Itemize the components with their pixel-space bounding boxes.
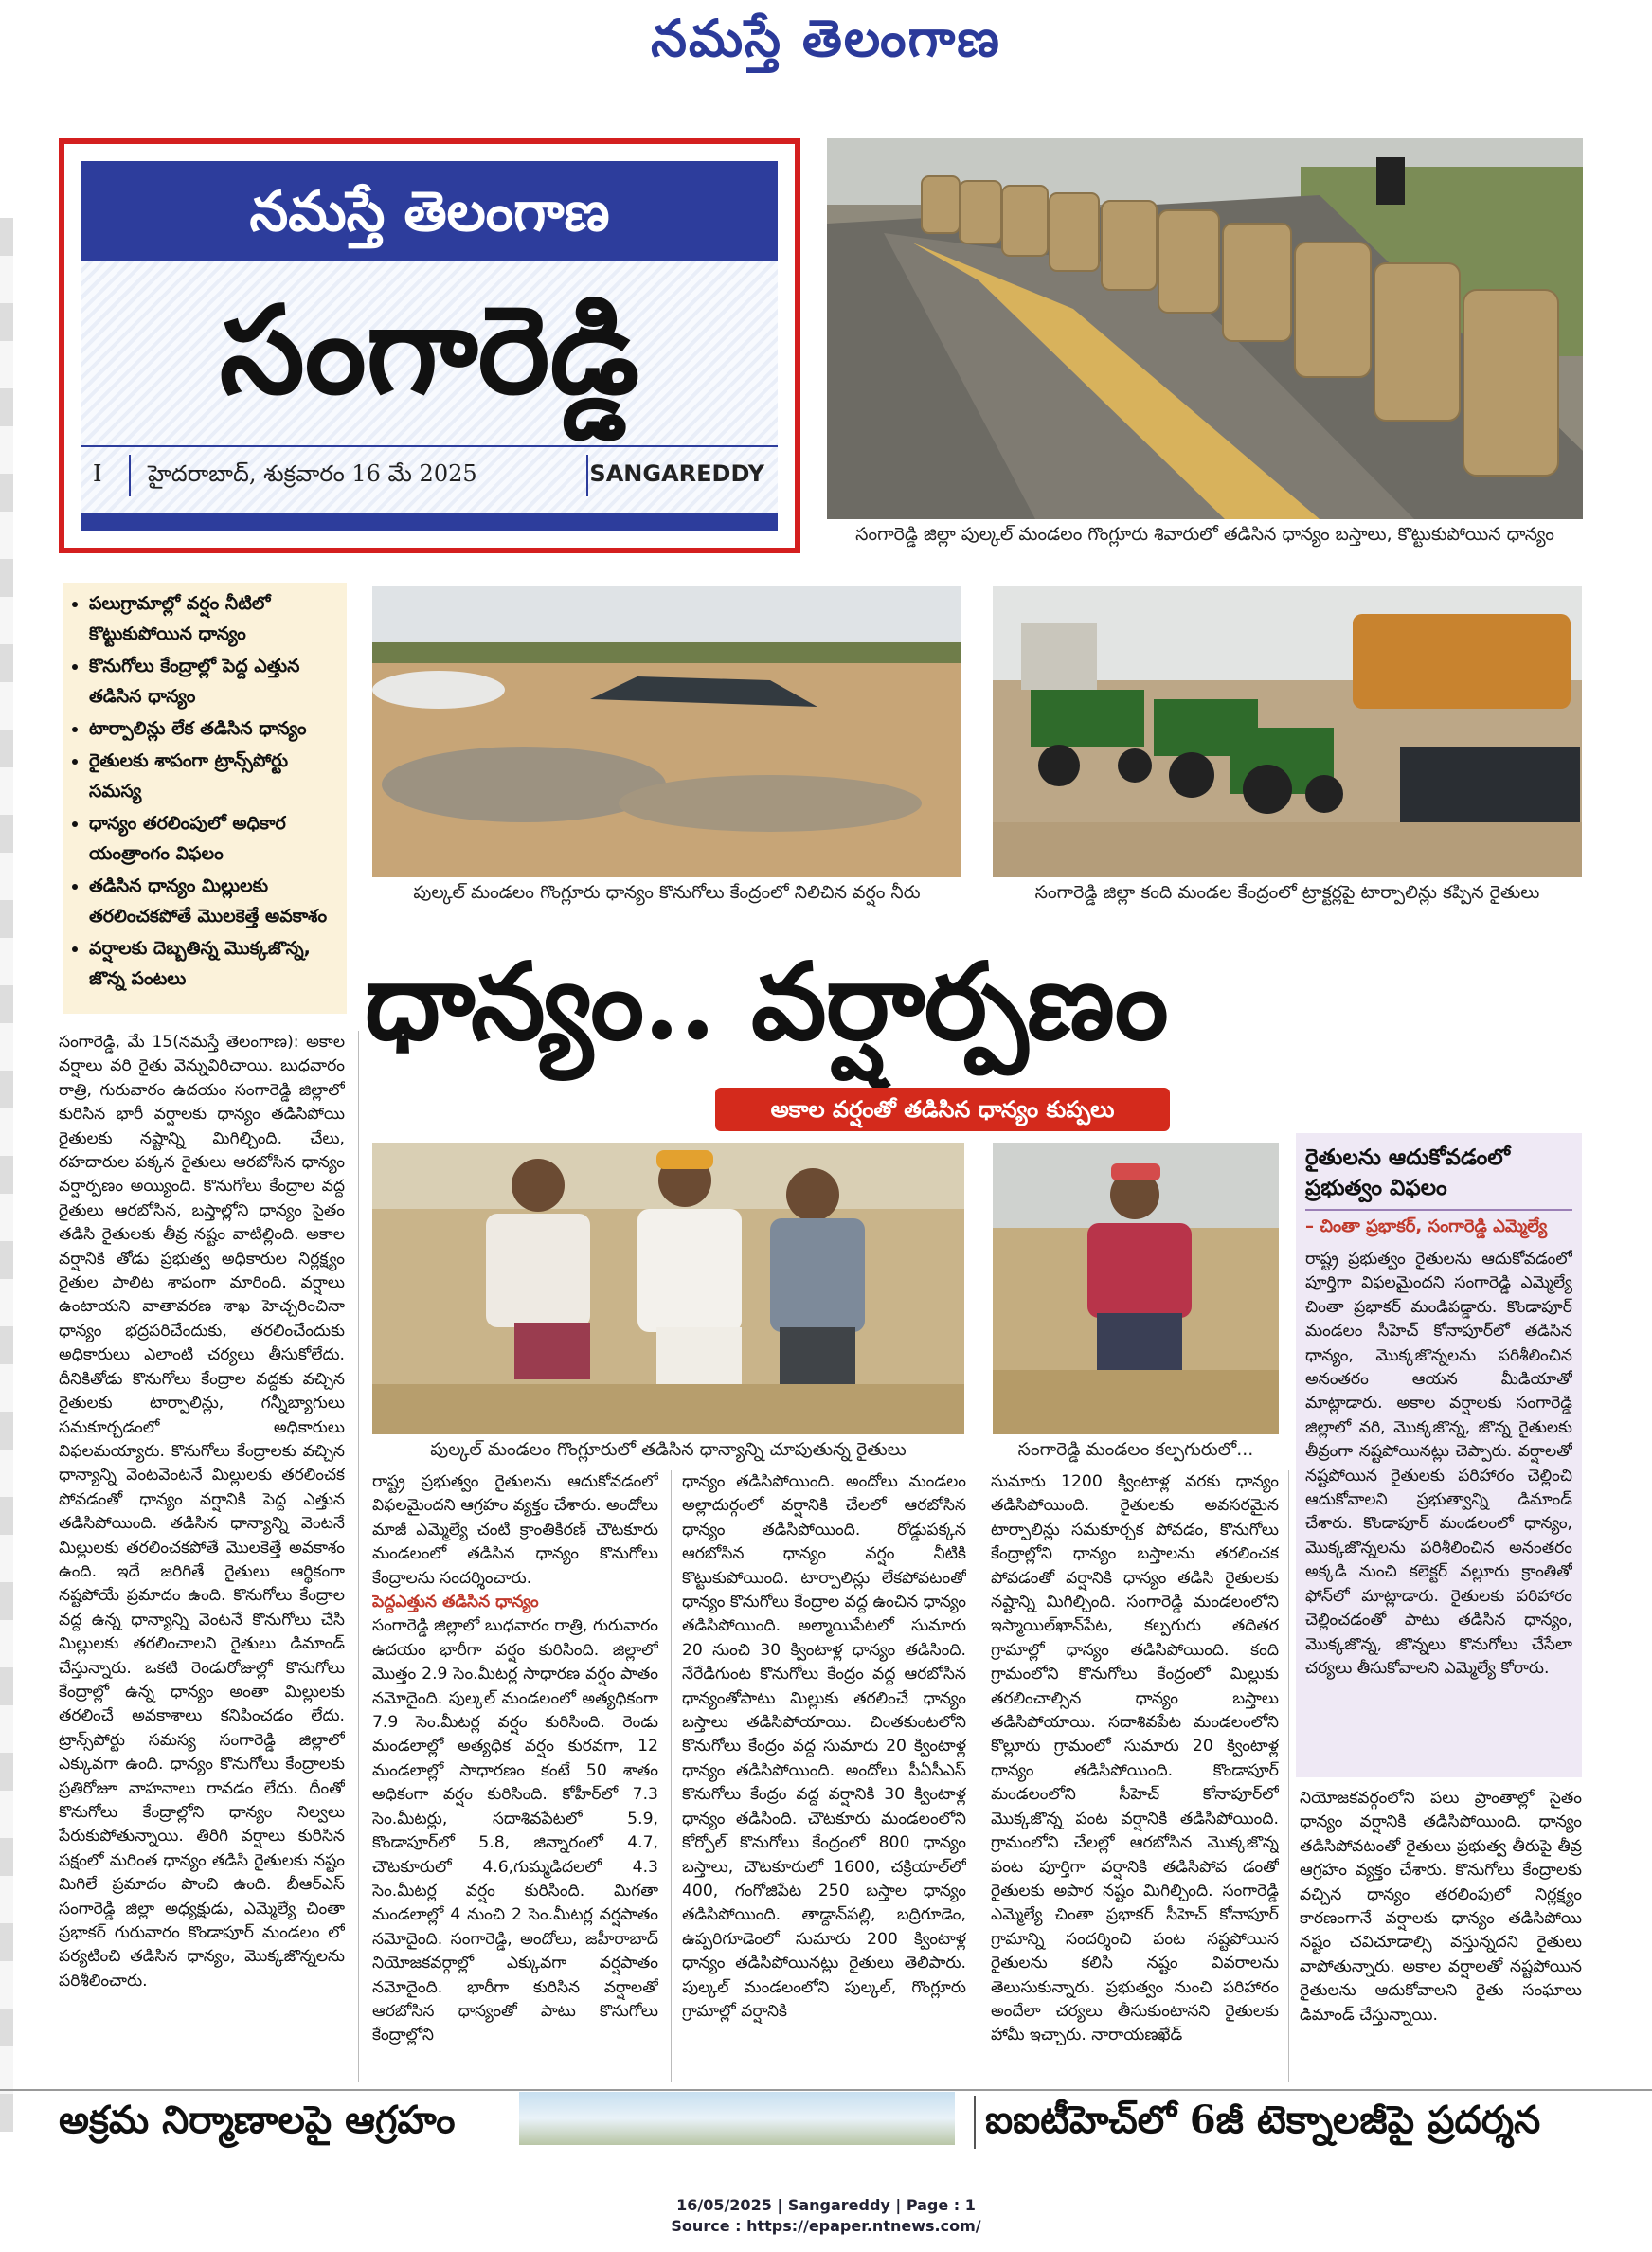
footer-source: Source : https://epaper.ntnews.com/ — [671, 2217, 981, 2235]
footer-page-info: 16/05/2025 | Sangareddy | Page : 1 — [676, 2196, 976, 2214]
caption-tractors: సంగారెడ్డి జిల్లా కంది మండల కేంద్రంలో ట్రాక్టర్లపై టార్పాలిన్లు కప్పిన రైతులు — [1034, 882, 1540, 903]
edition-city-en: SANGAREDDY — [589, 460, 764, 487]
main-headline: ధాన్యం.. వర్షార్పణం — [365, 940, 1168, 1064]
section-mark: I — [93, 460, 102, 487]
article-text: సంగారెడ్డి, మే 15(నమస్తే తెలంగాణ): అకాల వర్షాలు వరి రైతు వెన్నువిరిచాయి. బుధవారం రాత్రి, గురువారం ఉదయం సంగారెడ్డి జిల్లాలో కురిసిన భారీ వర్షాలకు ధాన్యం తడిసిపోయి రైతులకు నష్టాన్ని మిగిల్చింది. చేలు, రహదారుల పక్కన రైతులు ఆరబోసిన ధాన్యం వర్షార్పణం అయ్యింది. కొనుగోలు కేంద్రాల వద్ద రైతులు ఆరబోసిన, బస్తాల్లోని ధాన్యం సైతం తడిసి రైతులకు తీవ్ర నష్టం వాటిల్లింది. అకాల వర్షానికి తోడు ప్రభుత్వ అధికారుల నిర్లక్ష్యం రైతుల పాలిట శాపంగా మారింది. వర్షాలు ఉంటాయని వాతావరణ శాఖ హెచ్చరించినా ధాన్యం భద్రపరిచేందుకు, తరలించేందుకు అధికారులు ఎలాంటి చర్యలు తీసుకోలేదు. దీనికితోడు కొనుగోలు కేంద్రాల వద్దకు వచ్చిన రైతులకు టార్పాలిన్లు, గన్నీబ్యాగులు సమకూర్చడంలో అధికారులు విఫలమయ్యారు. కొనుగోలు కేంద్రాలకు వచ్చిన ధాన్యాన్ని వెంటవెంటనే మిల్లులకు తరలించక పోవడంతో ధాన్యం వర్షానికి పెద్ద ఎత్తున తడిసిపోయింది. తడిసిన ధాన్యాన్ని వెంటనే మిల్లులకు తరలించకపోతే మొలకెత్తే అవకాశం ఉంది. ఇదే జరిగితే రైతులు ఆర్థికంగా నష్టపోయే ప్రమాదం ఉంది. కొనుగోలు కేంద్రాల వద్ద ఉన్న ధాన్యాన్ని వెంటనే కొనుగోలు చేసి మిల్లులకు తరలించాలని రైతులు డిమాండ్ చేస్తున్నారు. ఒకటి రెండురోజుల్లో కొనుగోలు కేంద్రాల్లో ఉన్న ధాన్యం అంతా మిల్లులకు తరలించే అవకాశాలు కనిపించడం లేదు. ట్రాన్స్‌పోర్టు సమస్య సంగారెడ్డి జిల్లాలో ఎక్కువగా ఉంది. ధాన్యం కొనుగోలు కేంద్రాలకు ప్రతిరోజూ వాహనాలు రావడం లేదు. దీంతో కొనుగోలు కేంద్రాల్లోని ధాన్యం నిల్వలు పేరుకుపోతున్నాయి. తిరిగి వర్షాలు కురిసిన పక్షంలో మరింత ధాన్యం తడిసి రైతులకు నష్టం మిగిలే ప్రమాదం పొంచి ఉంది. బీఆర్‌ఎస్ సంగారెడ్డి జిల్లా అధ్యక్షుడు, ఎమ్మెల్యే చింతా ప్రభాకర్ గురువారం కొండాపూర్ మండలం లో పర్యటించి తడిసిన ధాన్యం, మొక్కజొన్నలను పరిశీలించారు. — [59, 1033, 345, 1991]
sidebar-title: రైతులను ఆదుకోవడంలో ప్రభుత్వం విఫలం — [1305, 1143, 1572, 1211]
article-text: ధాన్యం తడిసిపోయింది. అందోలు మండలం అల్లాదుర్గంలో వర్షానికి చేలలో ఆరబోసిన ధాన్యం తడిసిపోయింది. రోడ్డుపక్కన ఆరబోసిన ధాన్యం వర్షం నీటికి కొట్టుకుపోయింది. టార్పాలిన్లు లేకపోవటంతో ధాన్యం కొనుగోలు కేంద్రాల వద్ద ఉంచిన ధాన్యం తడిసిపోయింది. అల్మాయిపేటలో సుమారు 20 నుంచి 30 క్వింటాళ్ల ధాన్యం తడిసింది. నేరేడిగుంట కొనుగోలు కేంద్రం వద్ద ఆరబోసిన ధాన్యంతోపాటు మిల్లుకు తరలించే ధాన్యం బస్తాలు తడిసిపోయాయి. చింతకుంటలోని కొనుగోలు కేంద్రం వద్ద సుమారు 20 క్వింటాళ్ల ధాన్యం తడిసిపోయింది. అందోలు పీఏసీఎస్ కొనుగోలు కేంద్రం వద్ద వర్షానికి 30 క్వింటాళ్ల ధాన్యం తడిసింది. చౌటకూరు మండలంలోని కోర్పోల్ కొనుగోలు కేంద్రంలో 800 ధాన్యం బస్తాలు, చౌటకూరులో 1600, చక్రియాల్‌లో 400, గంగోజిపేట 250 బస్తాల ధాన్యం తడిసిపోయింది. తాడ్దాన్‌పల్లి, బద్రిగూడెం, ఉప్పరిగూడెంలో సుమారు 200 క్వింటాళ్ల ధాన్యం తడిసిపోయినట్లు రైతులు తెలిపారు. పుల్కల్ మండలంలోని పుల్కల్, గొంగ్లూరు గ్రామాల్లో వర్షానికి — [682, 1472, 966, 2021]
edition-brand: నమస్తే తెలంగాణ — [81, 161, 778, 261]
caption-farmers-grain: పుల్కల్ మండలం గొంగ్లూరులో తడిసిన ధాన్యాన్ని చూపుతున్న రైతులు — [430, 1439, 907, 1460]
teaser-photo-strip — [519, 2092, 955, 2145]
article-column-5 — [1300, 1787, 1582, 2082]
sidebar-box — [1296, 1133, 1582, 1777]
article-text: రాష్ట్ర ప్రభుత్వం రైతులను ఆదుకోవడంలో విఫలమైందని ఆగ్రహం వ్యక్తం చేశారు. అందోలు మాజీ ఎమ్మెల్యే చంటి క్రాంతికిరణ్ చౌటకూరు మండలంలో తడిసిన ధాన్యం కొనుగోలు కేంద్రాలను సందర్శించారు. — [372, 1472, 658, 1588]
highlights-list — [70, 588, 339, 994]
teaser-divider — [974, 2096, 976, 2149]
highlight-item: • వర్షాలకు దెబ్బతిన్న మొక్కజొన్న, జొన్న పంటలు — [89, 933, 339, 994]
bottom-rule — [0, 2089, 1652, 2091]
sidebar-author: – చింతా ప్రభాకర్, సంగారెడ్డి ఎమ్మెల్యే — [1305, 1216, 1548, 1236]
teaser-left-headline: అక్రమ నిర్మాణాలపై ఆగ్రహం — [59, 2098, 456, 2142]
highlight-item: • పలుగ్రామాల్లో వర్షం నీటిలో కొట్టుకుపోయిన ధాన్యం — [89, 588, 339, 649]
caption-grain-sacks: సంగారెడ్డి జిల్లా పుల్కల్ మండలం గొంగ్లూరు శివారులో తడిసిన ధాన్యం బస్తాలు, కొట్టుకుపోయిన ధాన్యం — [855, 524, 1554, 545]
edition-city: సంగారెడ్డి — [219, 279, 640, 422]
highlight-item: • ధాన్యం తరలింపులో అధికార యంత్రాంగం విఫలం — [89, 808, 339, 869]
edition-footer-band — [81, 513, 778, 531]
highlight-item: • టార్పాలిన్లు లేక తడిసిన ధాన్యం — [89, 713, 339, 744]
caption-rain-water: పుల్కల్ మండలం గొంగ్లూరు ధాన్యం కొనుగోలు కేంద్రంలో నిలిచిన వర్షం నీరు — [413, 882, 921, 903]
photo-grain-sacks — [827, 138, 1583, 519]
photo-farmers-grain — [372, 1143, 964, 1434]
adjacent-page-strip — [0, 218, 13, 2132]
photo-rain-water — [372, 586, 961, 877]
highlight-item: • రైతులకు శాపంగా ట్రాన్స్‌పోర్టు సమస్య — [89, 746, 339, 806]
meta-divider — [129, 455, 131, 496]
highlights-box — [63, 583, 347, 1014]
sidebar-body: రాష్ట్ర ప్రభుత్వం రైతులను ఆదుకోవడంలో పూర్తిగా విఫలమైందని సంగారెడ్డి ఎమ్మెల్యే చింతా ప్రభాకర్ మండిపడ్డారు. కొండాపూర్ మండలం సీహెచ్ కోనాపూర్‌లో తడిసిన ధాన్యం, మొక్కజొన్నలను పరిశీలించిన అనంతరం ఆయన మీడియాతో మాట్లాడారు. అకాల వర్షాలకు సంగారెడ్డి జిల్లాలో వరి, మొక్కజొన్న, జొన్న రైతులకు తీవ్రంగా నష్టపోయినట్లు చెప్పారు. వర్షాలతో నష్టపోయిన రైతులకు పరిహారం చెల్లించి ఆదుకోవాలని ప్రభుత్వాన్ని డిమాండ్ చేశారు. కొండాపూర్ మండలంలో ధాన్యం, మొక్కజొన్నలను పరిశీలించిన అనంతరం అక్కడి నుంచి కలెక్టర్ వల్లూరు క్రాంతితో ఫోన్‌లో మాట్లాడారు. రైతులకు పరిహారం చెల్లించడంతో పాటు తడిసిన ధాన్యం, మొక్కజొన్న, జొన్నలు కొనుగోలు చేసేలా చర్యలు తీసుకోవాలని ఎమ్మెల్యే కోరారు. — [1305, 1250, 1572, 1678]
photo-farmer-single — [993, 1143, 1279, 1434]
caption-farmer-single: సంగారెడ్డి మండలం కల్పగురులో... — [1017, 1439, 1254, 1460]
column-rule — [671, 1470, 672, 2082]
highlight-item: • తడిసిన ధాన్యం మిల్లులకు తరలించకపోతే మొలకెత్తే అవకాశం — [89, 871, 339, 931]
article-text: నియోజకవర్గంలోని పలు ప్రాంతాల్లో సైతం ధాన్యం వర్షానికి తడిసిపోయింది. ధాన్యం తడిసిపోవటంతో రైతులు ప్రభుత్వ తీరుపై తీవ్ర ఆగ్రహం వ్యక్తం చేశారు. కొనుగోలు కేంద్రాలకు వచ్చిన ధాన్యం తరలింపులో నిర్లక్ష్యం కారణంగానే వర్షాలకు ధాన్యం తడిసిపోయి నష్టం చవిచూడాల్సి వస్తున్నదని రైతులు వాపోతున్నారు. అకాల వర్షాలతో నష్టపోయిన రైతులను ఆదుకోవాలని రైతు సంఘాలు డిమాండ్ చేస్తున్నాయి. — [1300, 1789, 1582, 2025]
masthead-title: నమస్తే తెలంగాణ — [651, 8, 1001, 68]
photo-tractors — [993, 586, 1582, 877]
article-column-1 — [59, 1031, 345, 2084]
article-text: సుమారు 1200 క్వింటాళ్ల వరకు ధాన్యం తడిసిపోయింది. రైతులకు అవసరమైన టార్పాలిన్లు సమకూర్చక పోవడం, కొనుగోలు కేంద్రాల్లోని ధాన్యం బస్తాలను తరలించక పోవడంతో వర్షానికి ధాన్యం తడిసి రైతులకు నష్టాన్ని మిగిల్చింది. సంగారెడ్డి మండలంలోని ఇస్మాయిల్‌ఖాన్‌పేట, కల్పగురు తదితర గ్రామాల్లో ధాన్యం తడిసిపోయింది. కంది గ్రామంలోని కొనుగోలు కేంద్రంలో మిల్లుకు తరలించాల్సిన ధాన్యం బస్తాలు తడిసిపోయాయి. సదాశివపేట మండలంలోని కొల్లూరు గ్రామంలో సుమారు 20 క్వింటాళ్ల ధాన్యం తడిసిపోయింది. కొండాపూర్ మండలంలోని సీహెచ్ కోనాపూర్‌లో మొక్కజొన్న పంట వర్షానికి తడిసిపోయింది. గ్రామంలోని చేలల్లో ఆరబోసిన మొక్కజొన్న పంట పూర్తిగా వర్షానికి తడిసిపోవ డంతో రైతులకు అపార నష్టం మిగిల్చింది. సంగారెడ్డి ఎమ్మెల్యే చింతా ప్రభాకర్ సీహెచ్ కోనాపూర్ గ్రామాన్ని సందర్శించి పంట నష్టపోయిన రైతులను కలిసి నష్టం వివరాలను తెలుసుకున్నారు. ప్రభుత్వం నుంచి పరిహారం అందేలా చర్యలు తీసుకుంటానని రైతులకు హామీ ఇచ్చారు. నారాయణఖేడ్ — [991, 1472, 1279, 2045]
edition-box — [59, 138, 800, 553]
article-column-2 — [372, 1470, 658, 2082]
article-column-4 — [991, 1470, 1279, 2082]
article-subheading: పెద్దఎత్తున తడిసిన ధాన్యం — [372, 1593, 539, 1612]
article-column-3 — [682, 1470, 966, 2082]
column-rule — [358, 1031, 359, 2082]
meta-divider — [586, 455, 588, 496]
teaser-right-headline: ఐఐటీహెచ్‌లో 6జీ టెక్నాలజీపై ప్రదర్శన — [985, 2098, 1541, 2142]
column-rule — [1288, 1470, 1289, 2082]
dateline: హైదరాబాద్, శుక్రవారం 16 మే 2025 — [148, 460, 477, 487]
article-text: సంగారెడ్డి జిల్లాలో బుధవారం రాత్రి, గురువారం ఉదయం భారీగా వర్షం కురిసింది. జిల్లాలో మొత్తం 2.9 సెం.మీటర్ల సాధారణ వర్షం పాతం నమోదైంది. పుల్కల్ మండలంలో అత్యధికంగా 7.9 సెం.మీటర్ల వర్షం కురిసింది. రెండు మండలాల్లో అత్యధిక వర్షం కురవగా, 12 మండలాల్లో సాధారణం కంటే 50 శాతం అధికంగా వర్షం కురిసింది. కోహీర్‌లో 7.3 సెం.మీటర్లు, సదాశివపేటలో 5.9, కొండాపూర్‌లో 5.8, జిన్నారంలో 4.7, చౌటకూరులో 4.6,గుమ్మడిదలలో 4.3 సెం.మీటర్ల వర్షం కురిసింది. మిగతా మండలాల్లో 4 నుంచి 2 సెం.మీటర్ల వర్షపాతం నమోదైంది. సంగారెడ్డి, అందోలు, జహీరాబాద్ నియోజకవర్గాల్లో ఎక్కువగా వర్షపాతం నమోదైంది. భారీగా కురిసిన వర్షాలతో ఆరబోసిన ధాన్యంతో పాటు కొనుగోలు కేంద్రాల్లోని — [372, 1616, 658, 2045]
edition-meta — [81, 445, 778, 504]
sub-headline: అకాల వర్షంతో తడిసిన ధాన్యం కుప్పలు — [715, 1088, 1170, 1131]
highlight-item: • కొనుగోలు కేంద్రాల్లో పెద్ద ఎత్తున తడిసిన ధాన్యం — [89, 651, 339, 712]
edition-inner — [81, 161, 778, 531]
